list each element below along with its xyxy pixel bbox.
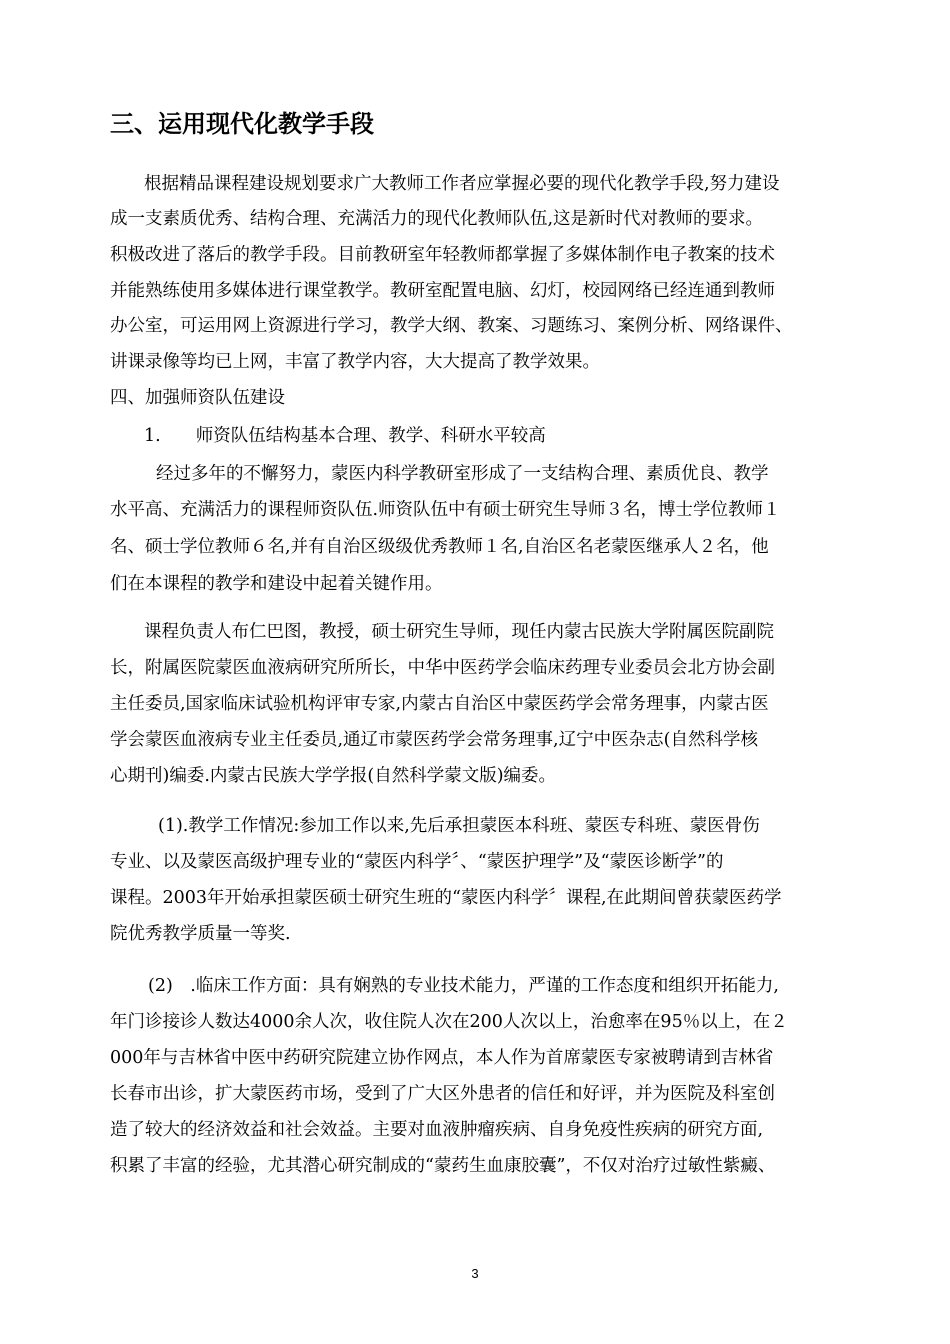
subheading-faculty-structure: 1. 师资队伍结构基本合理、教学、科研水平较高 <box>144 426 546 446</box>
paragraph-line: 经过多年的不懈努力，蒙医内科学教研室形成了一支结构合理、素质优良、教学 <box>156 464 769 484</box>
paragraph-line: 们在本课程的教学和建设中起着关键作用。 <box>110 574 443 594</box>
paragraph-line: 学会蒙医血液病专业主任委员,通辽市蒙医药学会常务理事,辽宁中医杂志(自然科学核 <box>110 730 758 750</box>
paragraph-line: 课程。2003年开始承担蒙医硕士研究生班的“蒙医内科学〞课程,在此期间曾获蒙医药学 <box>110 888 782 908</box>
paragraph-line: 主任委员,国家临床试验机构评审专家,内蒙古自治区中蒙医药学会常务理事，内蒙古医 <box>110 694 769 714</box>
paragraph-line: 办公室，可运用网上资源进行学习，教学大纲、教案、习题练习、案例分析、网络课件、 <box>110 316 793 336</box>
section-4-heading: 四、加强师资队伍建设 <box>110 388 285 408</box>
paragraph-line: 名、硕士学位教师６名,并有自治区级级优秀教师１名,自治区名老蒙医继承人２名，他 <box>110 537 769 557</box>
paragraph-line: 长，附属医院蒙医血液病研究所所长，中华中医药学会临床药理专业委员会北方协会副 <box>110 658 775 678</box>
paragraph-line: 水平高、充满活力的课程师资队伍.师资队伍中有硕士研究生导师３名，博士学位教师１ <box>110 500 781 520</box>
paragraph-line: 院优秀教学质量一等奖. <box>110 924 291 944</box>
paragraph-line: 积累了丰富的经验，尤其潜心研究制成的“蒙药生血康胶囊”，不仅对治疗过敏性紫癜、 <box>110 1156 776 1176</box>
paragraph-line: 讲课录像等均已上网，丰富了教学内容，大大提高了教学效果。 <box>110 352 600 372</box>
paragraph-line: 长春市出诊，扩大蒙医药市场，受到了广大区外患者的信任和好评，并为医院及科室创 <box>110 1084 775 1104</box>
paragraph-line: 专业、以及蒙医高级护理专业的“蒙医内科学〞、“蒙医护理学”及“蒙医诊断学”的 <box>110 852 724 872</box>
paragraph-line: 并能熟练使用多媒体进行课堂教学。教研室配置电脑、幻灯，校园网络已经连通到教师 <box>110 281 775 301</box>
paragraph-line: (2) .临床工作方面：具有娴熟的专业技术能力，严谨的工作态度和组织开拓能力, <box>148 976 779 996</box>
paragraph-line: (1).教学工作情况:参加工作以来,先后承担蒙医本科班、蒙医专科班、蒙医骨伤 <box>158 816 760 836</box>
paragraph-line: 积极改进了落后的教学手段。目前教研室年轻教师都掌握了多媒体制作电子教案的技术 <box>110 245 775 265</box>
paragraph-line: 年门诊接诊人数达4000余人次，收住院人次在200人次以上，治愈率在95％以上，在２ <box>110 1012 788 1032</box>
paragraph-line: 造了较大的经济效益和社会效益。主要对血液肿瘤疾病、自身免疫性疾病的研究方面, <box>110 1120 764 1140</box>
paragraph-line: 000年与吉林省中医中药研究院建立协作网点，本人作为首席蒙医专家被聘请到吉林省 <box>110 1048 774 1068</box>
paragraph-line: 根据精品课程建设规划要求广大教师工作者应掌握必要的现代化教学手段,努力建设 <box>144 174 780 194</box>
section-3-heading: 三、运用现代化教学手段 <box>110 110 374 138</box>
paragraph-line: 心期刊)编委.内蒙古民族大学学报(自然科学蒙文版)编委。 <box>110 766 557 786</box>
paragraph-line: 成一支素质优秀、结构合理、充满活力的现代化教师队伍,这是新时代对教师的要求。 <box>110 209 764 229</box>
paragraph-line: 课程负责人布仁巴图，教授，硕士研究生导师，现任内蒙古民族大学附属医院副院 <box>144 622 774 642</box>
page-number: 3 <box>471 1266 479 1281</box>
